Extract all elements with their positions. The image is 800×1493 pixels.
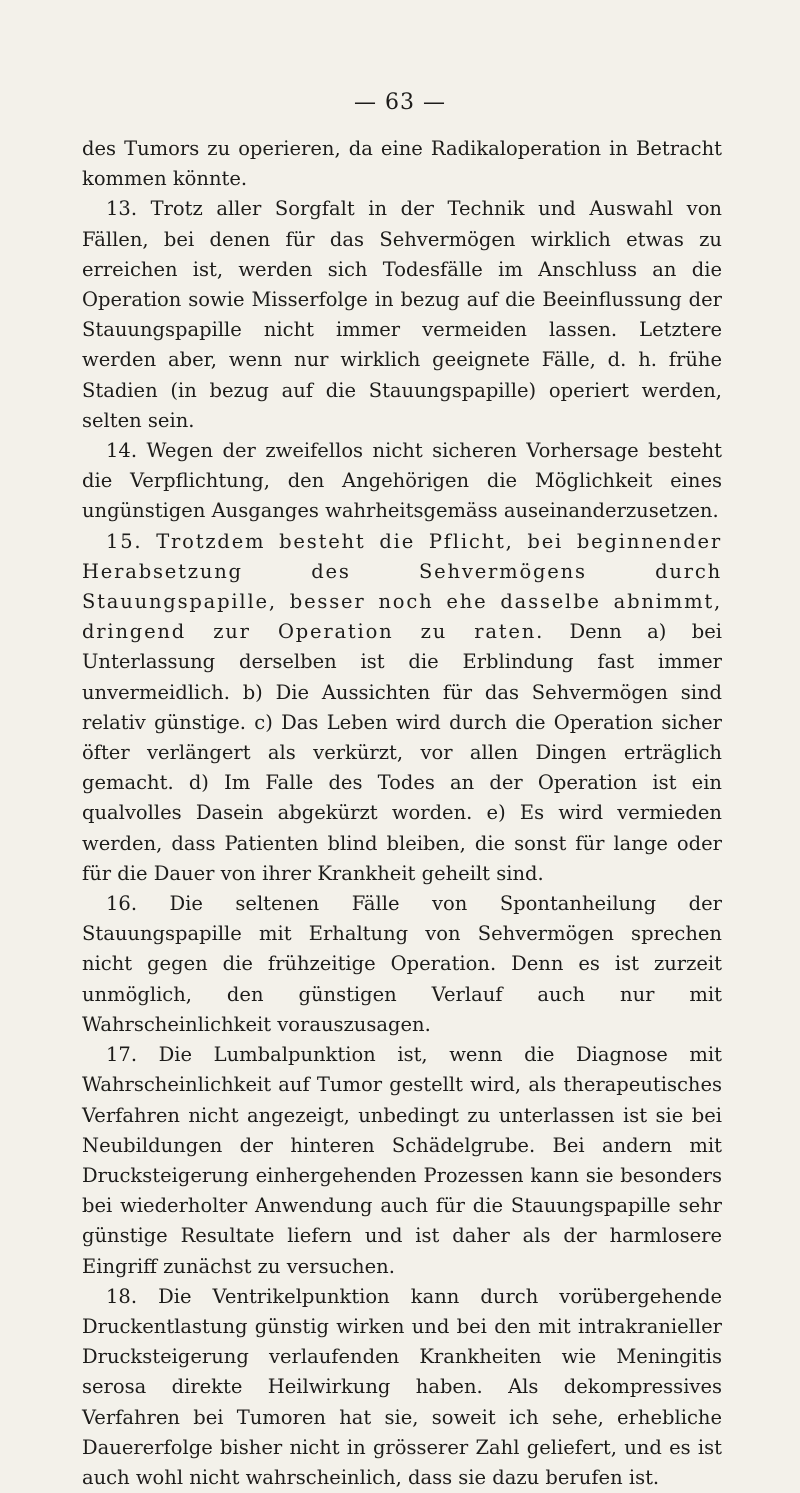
paragraph-13: 13. Trotz aller Sorgfalt in der Technik und Auswahl von Fällen, bei denen für das Sehvermögen wirklich etwas zu erreichen ist, werden sich Todesfälle im Anschluss an die Operation sowie Misserfolge in bezug auf die Beeinflussung der Stauungspapille nicht immer vermeiden lassen. Letztere werden aber, wenn nur wirklich geeignete Fälle, d. h. frühe Stadien (in bezug auf die Stauungspapille) operiert werden, selten sein. <box>82 197 722 432</box>
paragraph-17: 17. Die Lumbalpunktion ist, wenn die Diagnose mit Wahrscheinlichkeit auf Tumor gestellt wird, als therapeutisches Verfahren nicht angezeigt, unbedingt zu unterlassen ist sie bei Neubildungen der hinteren Schädelgrube. Bei andern mit Drucksteigerung einhergehenden Prozessen kann sie besonders bei wiederholter Anwendung auch für die Stauungspapille sehr günstige Resultate liefern und ist daher als der harmlosere Eingriff zunächst zu versuchen. <box>82 1043 722 1278</box>
paragraph-14: 14. Wegen der zweifellos nicht sicheren Vorhersage besteht die Verpflichtung, den Angehörigen die Möglichkeit eines ungünstigen Ausganges wahrheitsgemäss auseinanderzusetzen. <box>82 439 722 523</box>
paragraph-15-emphasis: 15. Trotzdem besteht die Pflicht, bei beginnender Herabsetzung des Sehvermögens durch Stauungspapille, besser noch ehe dasselbe abnimmt, dringend zur Operation zu raten. <box>82 529 722 644</box>
paragraph-15-text: Denn a) bei Unterlassung derselben ist die Erblindung fast immer unvermeidlich. b) Die Aussichten für das Sehvermögen sind relativ günstige. c) Das Leben wird durch die Operation sicher öfter verlängert als verkürzt, vor allen Dingen erträglich gemacht. d) Im Falle des Todes an der Operation ist ein qualvolles Dasein abgekürzt worden. e) Es wird vermieden werden, dass Patienten blind bleiben, die sonst für lange oder für die Dauer von ihrer Krankheit geheilt sind. <box>82 620 723 885</box>
paragraph-15 <box>82 527 722 889</box>
page-number: — 63 — <box>354 90 446 115</box>
body-text <box>82 134 722 1493</box>
paragraph-16: 16. Die seltenen Fälle von Spontanheilung der Stauungspapille mit Erhaltung von Sehvermögen sprechen nicht gegen die frühzeitige Operation. Denn es ist zurzeit unmöglich, den günstigen Verlauf auch nur mit Wahrscheinlichkeit vorauszusagen. <box>82 892 722 1036</box>
paragraph-continuation: des Tumors zu operieren, da eine Radikaloperation in Betracht kommen könnte. <box>82 137 722 191</box>
paragraph-18: 18. Die Ventrikelpunktion kann durch vorübergehende Druckentlastung günstig wirken und bei den mit intrakranieller Drucksteigerung verlaufenden Krankheiten wie Meningitis serosa direkte Heilwirkung haben. Als dekompressives Verfahren bei Tumoren hat sie, soweit ich sehe, erhebliche Dauererfolge bisher nicht in grösserer Zahl geliefert, und es ist auch wohl nicht wahrscheinlich, dass sie dazu berufen ist. <box>82 1284 722 1489</box>
